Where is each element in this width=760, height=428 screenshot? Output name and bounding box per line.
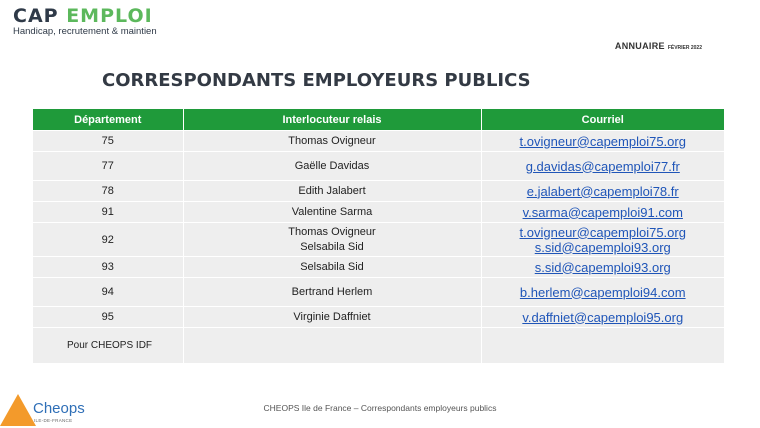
header-courriel: Courriel [481, 109, 724, 131]
email-link[interactable]: s.sid@capemploi93.org [534, 239, 671, 255]
contact-name: Virginie Daffniet [293, 310, 371, 323]
email-link[interactable]: t.ovigneur@capemploi75.org [519, 224, 686, 240]
cell-departement: 77 [33, 152, 183, 181]
cell-interlocuteur [183, 257, 481, 278]
table-row [33, 131, 724, 152]
cell-interlocuteur [183, 223, 481, 257]
table-row [33, 307, 724, 328]
contact-name: Thomas Ovigneur [288, 225, 376, 238]
email-link[interactable]: g.davidas@capemploi77.fr [525, 158, 680, 174]
contact-name: Valentine Sarma [291, 205, 373, 218]
cheops-wordmark: Cheops [33, 400, 85, 417]
cell-courriel [481, 307, 724, 328]
email-link[interactable]: e.jalabert@capemploi78.fr [526, 183, 679, 199]
cell-interlocuteur [183, 328, 481, 363]
cell-interlocuteur [183, 181, 481, 202]
contact-name: Bertrand Herlem [291, 285, 373, 298]
table-row [33, 152, 724, 181]
cap-emploi-logo [13, 6, 157, 37]
cell-interlocuteur [183, 307, 481, 328]
cell-courriel [481, 257, 724, 278]
table-row [33, 202, 724, 223]
cell-interlocuteur [183, 152, 481, 181]
email-link[interactable]: v.sarma@capemploi91.com [522, 204, 683, 220]
contact-name: Selsabila Sid [300, 260, 364, 273]
cell-interlocuteur [183, 131, 481, 152]
page-title: CORRESPONDANTS EMPLOYEURS PUBLICS [102, 70, 531, 91]
cell-courriel [481, 131, 724, 152]
table-row [33, 257, 724, 278]
email-link[interactable]: v.daffniet@capemploi95.org [522, 309, 684, 325]
cell-courriel [481, 152, 724, 181]
cell-departement: Pour CHEOPS IDF [33, 328, 183, 363]
table-row [33, 278, 724, 307]
cell-interlocuteur [183, 202, 481, 223]
contact-name: Gaëlle Davidas [294, 159, 370, 172]
cell-courriel [481, 278, 724, 307]
doc-type: ANNUAIRE [614, 41, 665, 51]
cell-courriel [481, 328, 724, 363]
table-header-row [33, 109, 724, 131]
cell-departement: 92 [33, 223, 183, 257]
contact-name: Thomas Ovigneur [288, 134, 376, 147]
cell-courriel [481, 202, 724, 223]
cell-departement: 94 [33, 278, 183, 307]
contact-name: Edith Jalabert [298, 184, 366, 197]
cell-departement: 91 [33, 202, 183, 223]
cheops-logo [0, 388, 100, 428]
email-link[interactable]: t.ovigneur@capemploi75.org [519, 133, 686, 149]
cell-departement: 95 [33, 307, 183, 328]
header-departement: Département [33, 109, 183, 131]
email-link[interactable]: b.herlem@capemploi94.com [519, 284, 686, 300]
cap-emploi-wordmark: CAP EMPLOI [13, 5, 153, 27]
header-interlocuteur: Interlocuteur relais [183, 109, 481, 131]
table-row [33, 181, 724, 202]
page-footer: CHEOPS Ile de France – Correspondants employeurs publics [263, 403, 497, 413]
cell-departement: 75 [33, 131, 183, 152]
table-row [33, 223, 724, 257]
doc-date: FÉVRIER 2022 [667, 45, 702, 51]
email-link[interactable]: s.sid@capemploi93.org [534, 259, 671, 275]
cheops-triangle-icon [0, 394, 36, 426]
cell-departement: 78 [33, 181, 183, 202]
cell-courriel [481, 223, 724, 257]
table-row [33, 328, 724, 363]
cell-departement: 93 [33, 257, 183, 278]
contact-name: Selsabila Sid [300, 240, 364, 253]
cell-interlocuteur [183, 278, 481, 307]
logo-tagline: Handicap, recrutement & maintien [13, 26, 157, 37]
document-meta [615, 36, 702, 54]
correspondents-table [33, 109, 724, 363]
cell-courriel [481, 181, 724, 202]
cheops-subtitle: ILE-DE-FRANCE [34, 418, 73, 423]
